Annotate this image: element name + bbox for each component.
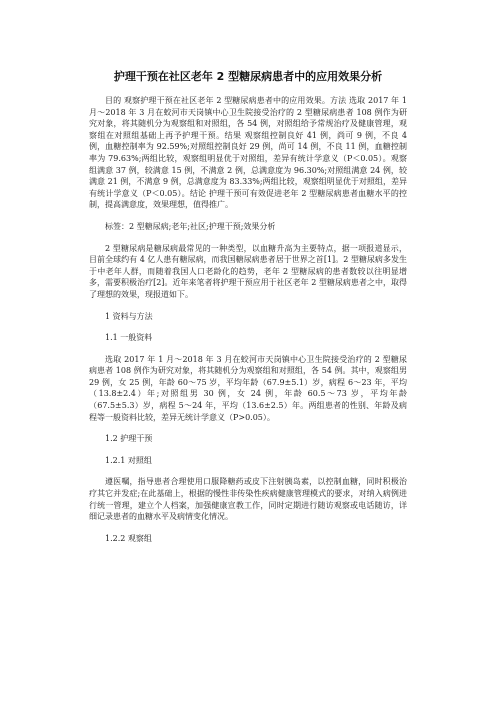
keywords-line: 标签：2 型糖尿病;老年;社区;护理干预;效果分析 <box>105 221 276 231</box>
paper-body <box>89 95 407 544</box>
abstract-paragraph: 目的 观察护理干预在社区老年 2 型糖尿病患者中的应用效果。方法 选取 2017 年 1 月～2018 年 3 月在蛟河市天岗镇中心卫生院接受治疗的 2 型糖尿病患者 108 例作为研究对象，将其随机分为观察组和对照组，各 54 例，对照组给予常规治疗及健康管理，观察组在对照组基础上再予护理干预。结果 观察组控制良好 41 例，尚可 9 例，不良 4 例，血糖控制率为 92.59%;对照组控制良好 29 例，尚可 14 例，不良 11 例，血糖控制率为 79.63%;两组比较，观察组明显优于对照组，差异有统计学意义（P＜0.05）。观察组满意 37 例，较满意 15 例，不满意 2 例，总满意度为 96.30%;对照组满意 24 例，较满意 21 例，不满意 9 例，总满意度为 83.33%;两组比较，观察组明显优于对照组，差异有统计学意义（P＜0.05）。结论 护理干预可有效促进老年 2 型糖尿病患者血糖水平的控制，提高满意度，效果理想，值得推广。 <box>89 96 407 210</box>
paper-title: 护理干预在社区老年 2 型糖尿病患者中的应用效果分析 <box>113 70 383 83</box>
section-heading-1-2-2: 1.2.2 观察组 <box>105 533 152 543</box>
section-heading-1-2-1: 1.2.1 对照组 <box>105 455 152 465</box>
intro-paragraph: 2 型糖尿病是糖尿病最常见的一种类型，以血糖升高为主要特点，据一项报道显示，目前全球约有 4 亿人患有糖尿病，而我国糖尿病患者居于世界之首[1]。2 型糖尿病多发生于中老年人群，而随着我国人口老龄化的趋势，老年 2 型糖尿病的患者数较以往明显增多，需要积极治疗[2]。近年来笔者将护理干预应用于社区老年 2 型糖尿病患者之中，取得了理想的效果，现报道如下。 <box>89 243 407 299</box>
control-group-paragraph: 遵医嘱，指导患者合理使用口服降糖药或皮下注射胰岛素，以控制血糖，同时积极治疗其它并发症;在此基础上，根据的慢性非传染性疾病健康管理模式的要求，对纳入病例进行统一管理，建立个人档案，加强健康宣教工作，同时定期进行随访观察或电话随访，详细记录患者的血糖水平及病情变化情况。 <box>89 477 407 522</box>
general-info-paragraph: 选取 2017 年 1 月～2018 年 3 月在蛟河市天岗镇中心卫生院接受治疗的 2 型糖尿病患者 108 例作为研究对象，将其随机分为观察组和对照组，各 54 例。其中，观察组男 29 例，女 25 例，年龄 60～75 岁，平均年龄（67.9±5.1）岁，病程 6～23 年，平均（13.8±2.4）年;对照组男 30 例，女 24 例，年龄 60.5～73 岁，平均年龄（67.5±5.3）岁，病程 5～24 年，平均（13.6±2.5）年。两组患者的性别、年龄及病程等一般资料比较，差异无统计学意义（P>0.05）。 <box>89 354 407 422</box>
section-heading-1-1: 1.1 一般资料 <box>105 333 153 343</box>
section-heading-1-2: 1.2 护理干预 <box>105 434 153 444</box>
section-heading-1: 1 资料与方法 <box>105 311 153 321</box>
